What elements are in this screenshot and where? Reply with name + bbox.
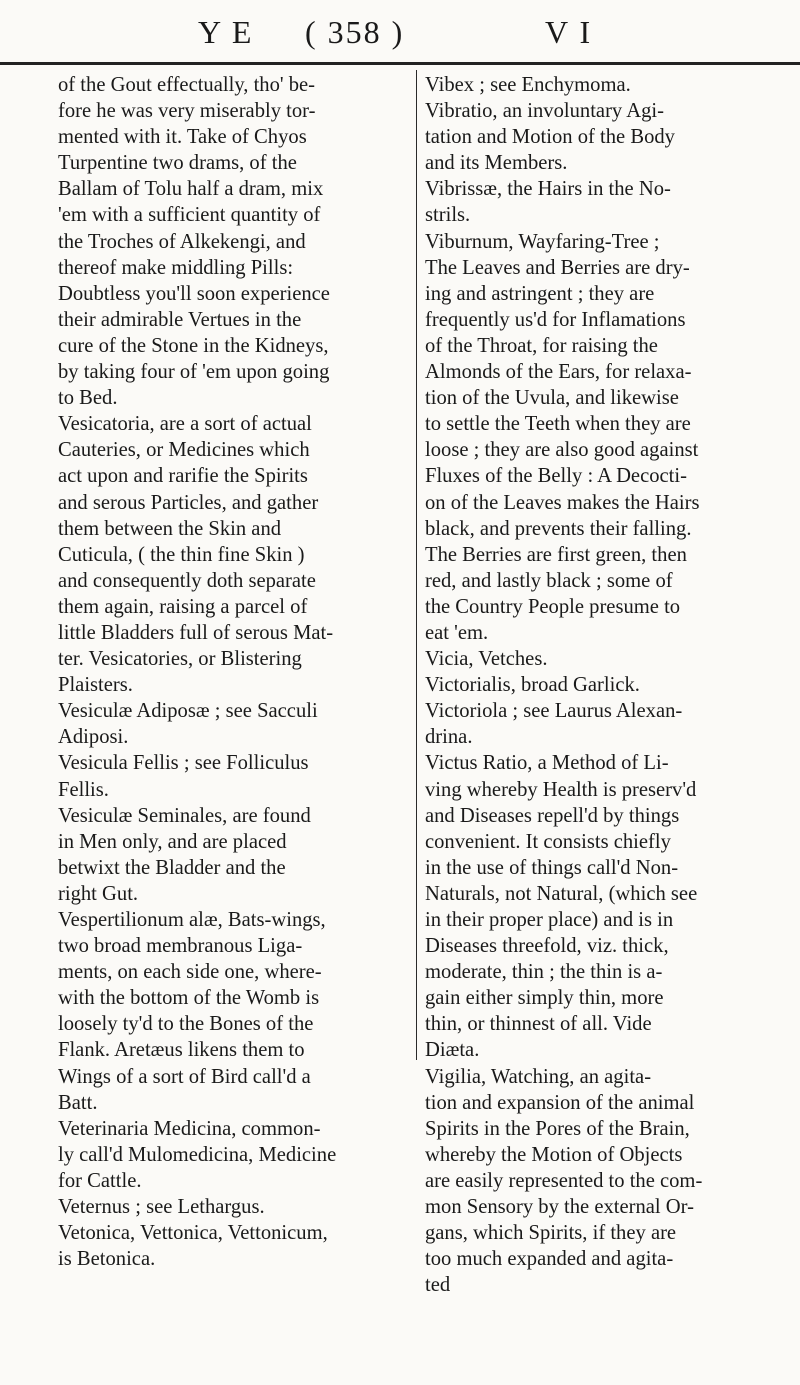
- text-line: Victus Ratio, a Method of Li-: [425, 752, 669, 775]
- text-line: on of the Leaves makes the Hairs: [425, 491, 700, 514]
- text-line: and Diseases repell'd by things: [425, 804, 680, 827]
- text-line: Vibratio, an involuntary Agi-: [425, 100, 664, 123]
- text-line: Vigilia, Watching, an agita-: [425, 1065, 652, 1088]
- text-line: and consequently doth separate: [58, 569, 316, 592]
- text-line: tion and expansion of the animal: [425, 1091, 695, 1114]
- text-line: the Country People presume to: [425, 595, 681, 618]
- text-line: Wings of a sort of Bird call'd a: [58, 1065, 311, 1088]
- text-line: loosely ty'd to the Bones of the: [58, 1013, 314, 1036]
- text-line: gain either simply thin, more: [425, 987, 664, 1010]
- text-line: by taking four of 'em upon going: [58, 361, 330, 384]
- text-line: and serous Particles, and gather: [58, 491, 319, 514]
- text-line: Plaisters.: [58, 674, 133, 697]
- text-line: are easily represented to the com-: [425, 1169, 703, 1192]
- text-line: little Bladders full of serous Mat-: [58, 621, 334, 644]
- text-line: Adiposi.: [58, 726, 129, 749]
- text-line: the Troches of Alkekengi, and: [58, 230, 306, 253]
- text-line: The Berries are first green, then: [425, 543, 687, 566]
- text-line: Cauteries, or Medicines which: [58, 439, 310, 462]
- text-line: mon Sensory by the external Or-: [425, 1196, 694, 1219]
- text-line: too much expanded and agita-: [425, 1248, 674, 1271]
- text-line: Diæta.: [425, 1039, 480, 1062]
- text-line: and its Members.: [425, 152, 568, 175]
- text-line: right Gut.: [58, 882, 139, 905]
- page-header: [0, 0, 800, 65]
- text-line: ing and astringent ; they are: [425, 282, 655, 305]
- text-line: gans, which Spirits, if they are: [425, 1222, 677, 1245]
- column-divider: [416, 70, 417, 1060]
- text-line: 'em with a sufficient quantity of: [58, 204, 321, 227]
- text-line: whereby the Motion of Objects: [425, 1143, 683, 1166]
- text-line: of the Throat, for raising the: [425, 334, 658, 357]
- page-number: ( 358 ): [305, 14, 405, 50]
- text-line: Viburnum, Wayfaring-Tree ;: [425, 230, 660, 253]
- text-line: ments, on each side one, where-: [58, 961, 322, 984]
- text-line: tation and Motion of the Body: [425, 126, 675, 149]
- text-line: Ballam of Tolu half a dram, mix: [58, 178, 324, 201]
- text-line: ly call'd Mulomedicina, Medicine: [58, 1143, 337, 1166]
- text-line: to settle the Teeth when they are: [425, 413, 691, 436]
- right-column: [425, 72, 781, 1298]
- text-line: ted: [425, 1274, 451, 1297]
- text-line: strils.: [425, 204, 471, 227]
- text-line: convenient. It consists chiefly: [425, 830, 671, 853]
- text-line: ving whereby Health is preserv'd: [425, 778, 697, 801]
- text-line: Batt.: [58, 1091, 98, 1114]
- text-line: Vicia, Vetches.: [425, 648, 548, 671]
- text-line: with the bottom of the Womb is: [58, 987, 320, 1010]
- running-head-right: V I: [545, 14, 593, 50]
- text-line: Vibex ; see Enchymoma.: [425, 74, 631, 96]
- text-line: Vesicatoria, are a sort of actual: [58, 413, 312, 436]
- text-line: Almonds of the Ears, for relaxa-: [425, 361, 692, 384]
- text-line: ter. Vesicatories, or Blistering: [58, 648, 302, 671]
- text-line: drina.: [425, 726, 473, 749]
- text-line: frequently us'd for Inflamations: [425, 308, 686, 331]
- running-head-left: Y E: [198, 14, 254, 50]
- text-line: thereof make middling Pills:: [58, 256, 294, 279]
- text-line: Doubtless you'll soon experience: [58, 282, 330, 305]
- text-line: moderate, thin ; the thin is a-: [425, 961, 663, 984]
- text-line: in the use of things call'd Non-: [425, 856, 679, 879]
- text-line: Vesicula Fellis ; see Folliculus: [58, 752, 309, 775]
- text-line: Turpentine two drams, of the: [58, 152, 297, 175]
- text-line: in Men only, and are placed: [58, 830, 287, 853]
- text-line: eat 'em.: [425, 621, 489, 644]
- text-line: Flank. Aretæus likens them to: [58, 1039, 305, 1062]
- text-line: their admirable Vertues in the: [58, 308, 302, 331]
- text-line: Victoriola ; see Laurus Alexan-: [425, 700, 683, 723]
- text-line: Vespertilionum alæ, Bats-wings,: [58, 909, 326, 931]
- text-line: Naturals, not Natural, (which see: [425, 882, 698, 905]
- text-line: to Bed.: [58, 387, 118, 410]
- text-line: in their proper place) and is in: [425, 909, 674, 931]
- text-line: act upon and rarifie the Spirits: [58, 465, 308, 488]
- text-line: Spirits in the Pores of the Brain,: [425, 1117, 690, 1140]
- text-line: Cuticula, ( the thin fine Skin ): [58, 543, 305, 566]
- text-line: Veterinaria Medicina, common-: [58, 1117, 321, 1140]
- left-column: [58, 72, 410, 1272]
- text-line: mented with it. Take of Chyos: [58, 126, 307, 149]
- text-line: The Leaves and Berries are dry-: [425, 256, 690, 279]
- text-line: Victorialis, broad Garlick.: [425, 674, 640, 697]
- text-line: cure of the Stone in the Kidneys,: [58, 334, 329, 357]
- text-line: is Betonica.: [58, 1248, 156, 1271]
- text-line: them again, raising a parcel of: [58, 595, 308, 618]
- text-line: fore he was very miserably tor-: [58, 100, 316, 123]
- text-line: red, and lastly black ; some of: [425, 569, 673, 592]
- text-line: Fluxes of the Belly : A Decocti-: [425, 465, 687, 488]
- text-line: Vetonica, Vettonica, Vettonicum,: [58, 1222, 328, 1245]
- text-line: Vesiculæ Seminales, are found: [58, 804, 311, 827]
- text-line: of the Gout effectually, tho' be-: [58, 74, 316, 96]
- text-line: Veternus ; see Lethargus.: [58, 1196, 265, 1219]
- text-line: Diseases threefold, viz. thick,: [425, 935, 669, 958]
- text-line: betwixt the Bladder and the: [58, 856, 286, 879]
- text-line: black, and prevents their falling.: [425, 517, 692, 540]
- text-line: thin, or thinnest of all. Vide: [425, 1013, 652, 1036]
- text-line: for Cattle.: [58, 1169, 142, 1192]
- text-line: Fellis.: [58, 778, 109, 801]
- text-line: tion of the Uvula, and likewise: [425, 387, 679, 410]
- text-line: them between the Skin and: [58, 517, 282, 540]
- text-line: two broad membranous Liga-: [58, 935, 303, 958]
- text-line: Vesiculæ Adiposæ ; see Sacculi: [58, 700, 318, 723]
- text-line: loose ; they are also good against: [425, 439, 699, 462]
- text-line: Vibrissæ, the Hairs in the No-: [425, 178, 671, 201]
